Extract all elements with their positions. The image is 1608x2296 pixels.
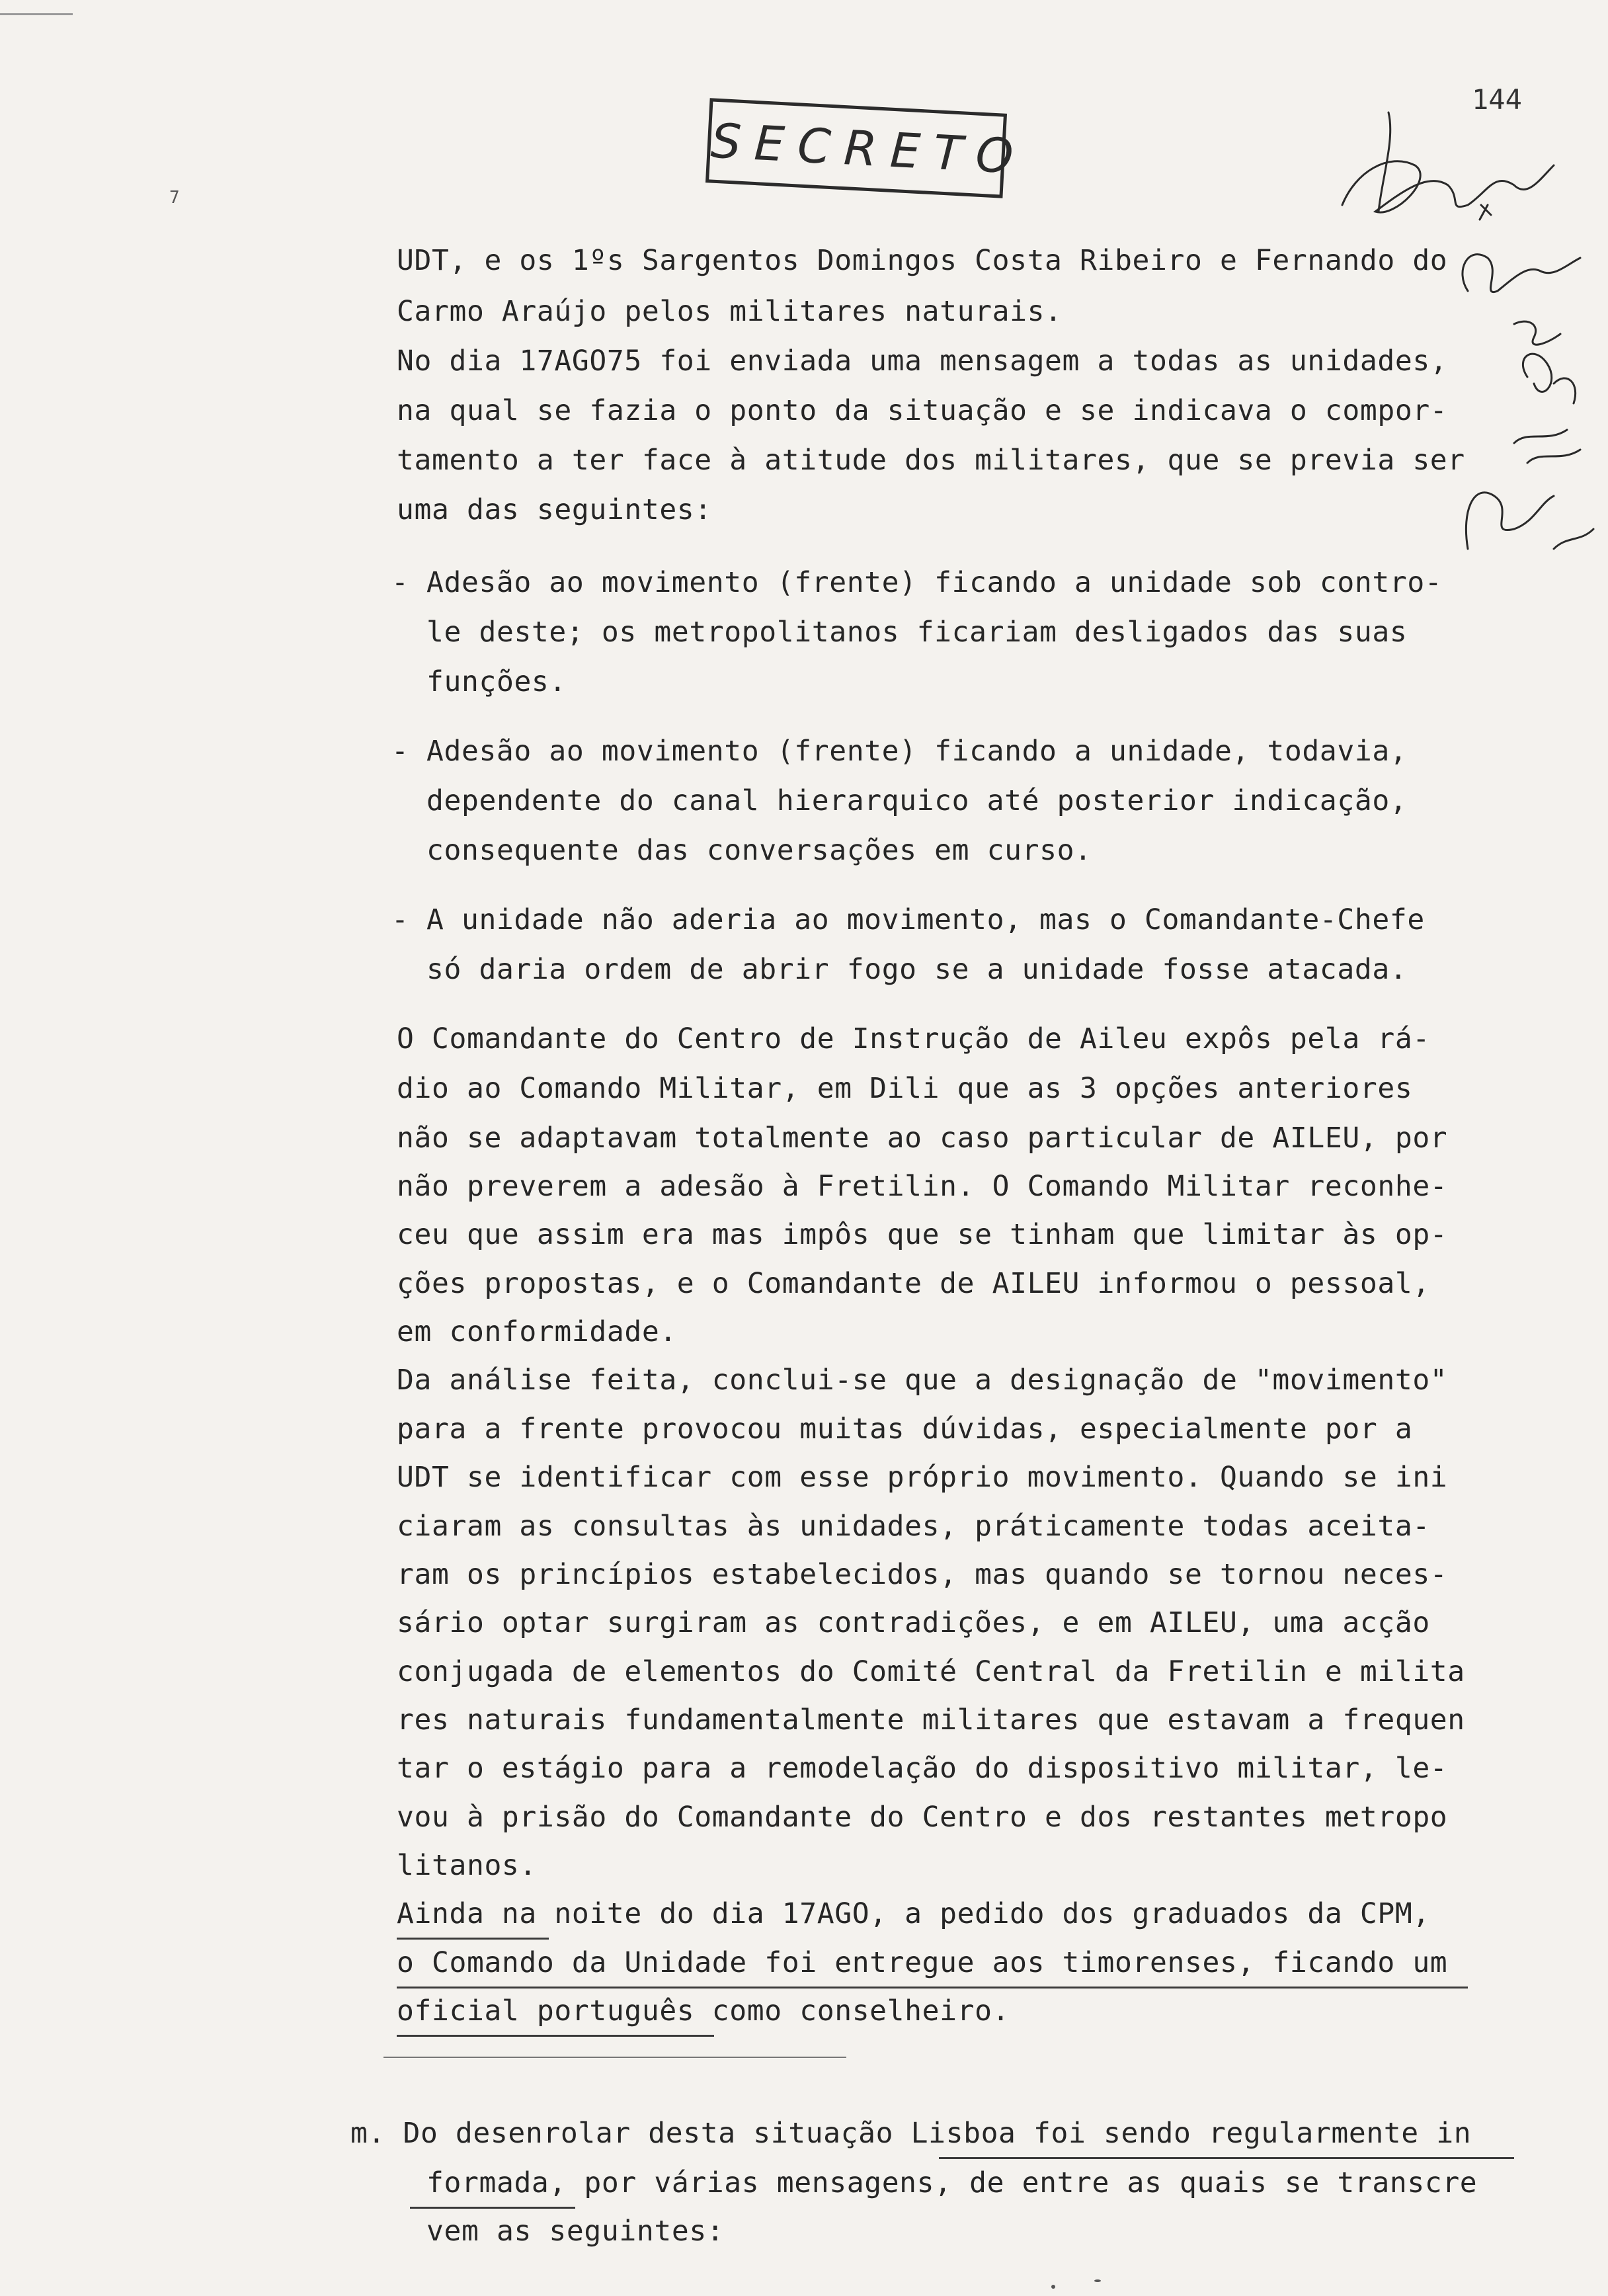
- scan-mark: [1094, 2279, 1101, 2282]
- text-line: dio ao Comando Militar, em Dili que as 3 opções anteriores: [397, 1072, 1413, 1105]
- underline: [397, 1938, 549, 1940]
- text-line: litanos.: [397, 1849, 537, 1882]
- bullet-item: - Adesão ao movimento (frente) ficando a unidade sob contro-: [391, 566, 1443, 599]
- text-line: le deste; os metropolitanos ficariam desligados das suas: [426, 616, 1408, 649]
- text-line: Da análise feita, conclui-se que a designação de "movimento": [397, 1364, 1448, 1397]
- text-line: conjugada de elementos do Comité Central da Fretilin e milita: [397, 1655, 1465, 1688]
- text-line: para a frente provocou muitas dúvidas, especialmente por a: [397, 1413, 1413, 1446]
- text-line: não preverem a adesão à Fretilin. O Comando Militar reconhe-: [397, 1170, 1448, 1203]
- text-line: UDT se identificar com esse próprio movimento. Quando se ini: [397, 1461, 1448, 1494]
- text-line: tamento a ter face à atitude dos militares, que se previa ser: [397, 444, 1465, 477]
- text-line: o Comando da Unidade foi entregue aos timorenses, ficando um: [397, 1946, 1448, 1979]
- bullet-item: - A unidade não aderia ao movimento, mas o Comandante-Chefe: [391, 903, 1425, 936]
- underline: [397, 1987, 1468, 1988]
- underline: [383, 2057, 846, 2058]
- text-line: uma das seguintes:: [397, 493, 712, 526]
- text-line: em conformidade.: [397, 1315, 677, 1348]
- text-line: dependente do canal hierarquico até posterior indicação,: [426, 784, 1408, 817]
- underline: [397, 2035, 714, 2037]
- text-line: não se adaptavam totalmente ao caso particular de AILEU, por: [397, 1122, 1448, 1155]
- underline: [410, 2207, 575, 2209]
- margin-note: 7: [169, 188, 180, 208]
- text-line: UDT, e os 1ºs Sargentos Domingos Costa Ribeiro e Fernando do: [397, 244, 1448, 277]
- text-line: tar o estágio para a remodelação do dispositivo militar, le-: [397, 1752, 1448, 1785]
- text-line: oficial português como conselheiro.: [397, 1994, 1010, 2028]
- text-line: ciaram as consultas às unidades, práticamente todas aceita-: [397, 1510, 1430, 1543]
- text-line: Ainda na noite do dia 17AGO, a pedido dos graduados da CPM,: [397, 1897, 1430, 1930]
- text-line: na qual se fazia o ponto da situação e se indicava o compor-: [397, 394, 1448, 427]
- secret-stamp: SECRETO: [705, 98, 1007, 198]
- text-line: formada, por várias mensagens, de entre as quais se transcre: [426, 2166, 1478, 2199]
- text-line: vou à prisão do Comandante do Centro e dos restantes metropo: [397, 1801, 1448, 1834]
- scan-mark: [1051, 2285, 1055, 2289]
- bullet-item: - Adesão ao movimento (frente) ficando a unidade, todavia,: [391, 735, 1408, 768]
- text-line: O Comandante do Centro de Instrução de Aileu expôs pela rá-: [397, 1022, 1430, 1055]
- text-line: No dia 17AGO75 foi enviada uma mensagem a todas as unidades,: [397, 345, 1448, 378]
- text-line: ram os princípios estabelecidos, mas quando se tornou neces-: [397, 1558, 1448, 1591]
- scan-mark: [0, 13, 73, 15]
- underline: [939, 2157, 1514, 2159]
- handwritten-signature: [1316, 73, 1607, 575]
- text-line: vem as seguintes:: [426, 2215, 725, 2248]
- text-line: Carmo Araújo pelos militares naturais.: [397, 295, 1063, 328]
- text-line: só daria ordem de abrir fogo se a unidade fosse atacada.: [426, 953, 1408, 986]
- text-line: consequente das conversações em curso.: [426, 834, 1092, 867]
- text-line: res naturais fundamentalmente militares que estavam a frequen: [397, 1703, 1465, 1737]
- text-line: ções propostas, e o Comandante de AILEU informou o pessoal,: [397, 1267, 1430, 1300]
- text-line: ceu que assim era mas impôs que se tinham que limitar às op-: [397, 1218, 1448, 1251]
- section-item: m. Do desenrolar desta situação Lisboa foi sendo regularmente in: [350, 2117, 1472, 2150]
- text-line: sário optar surgiram as contradições, e em AILEU, uma acção: [397, 1606, 1430, 1639]
- text-line: funções.: [426, 665, 567, 698]
- page-number: 144: [1472, 83, 1522, 116]
